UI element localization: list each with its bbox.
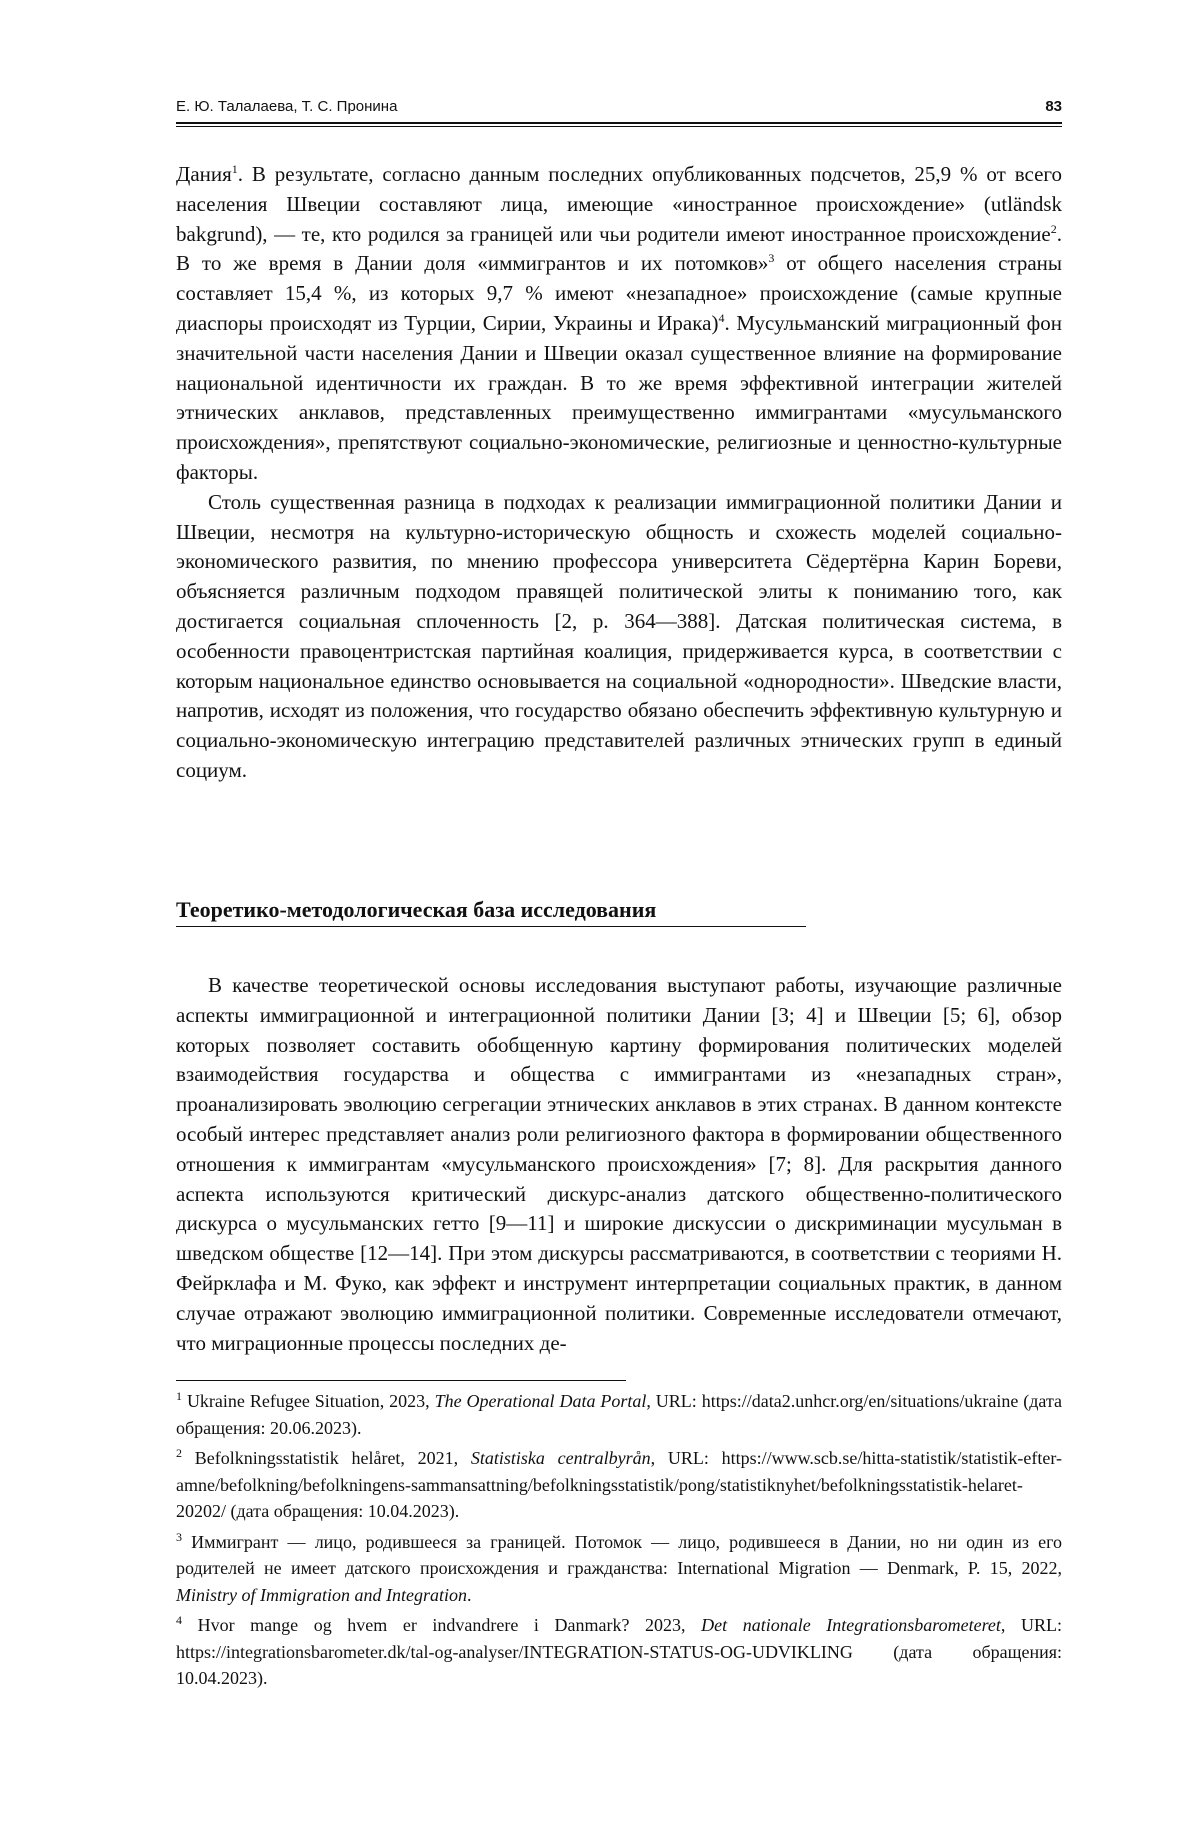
text-run: . В то же время в Дании доля «иммигрантов и их потомков» [176,221,1062,276]
footnote-1 [176,1388,1062,1441]
text-run: Дания [176,162,232,186]
section-text [176,950,1062,1379]
footnote-url[interactable]: , URL: https://www.scb.se/hitta-statistik/statistik-efter-amne/befolkning/befolkningens-sammansattning/befolkningsstatistik/pong/statistiknyhet/befolkningsstatistik-helaret-20202/ (дата обращения: 10.04.2023). [176,1448,1063,1521]
footnote-ref-3[interactable]: 3 [768,251,775,266]
header-rule-thin [176,126,1062,127]
footnote-number: 1 [176,1389,182,1403]
page-header [176,98,1062,120]
footnote-number: 3 [176,1529,182,1544]
paragraph-2: Столь существенная разница в подходах к реализации иммиграционной политики Дании и Швеции, несмотря на культурно-историческую общность и схожесть моделей социально-экономического развития, по мнению профессора университета Сёдертёрна Карин Бореви, объясняется различным подходом правящей политической элиты к пониманию того, как достигается социальная сплоченность [2, p. 364—388]. Датская политическая система, в особенности правоцентристская партийная коалиция, придерживается курса, в соответствии с которым национальное единство основывается на социальной «однородности». Шведские власти, напротив, исходят из положения, что государство обязано обеспечить эффективную культурную и социально-экономическую интеграцию представителей различных этнических групп в единый социум. [176,489,1062,782]
footnote-ref-4[interactable]: 4 [718,310,725,325]
section-heading: Теоретико-методологическая база исследования [176,897,657,922]
page-number: 83 [1045,98,1062,115]
footnote-text-end: . [467,1584,472,1605]
footnote-separator [176,1380,626,1381]
footnote-text: Ukraine Refugee Situation, 2023, [186,1391,435,1411]
paragraph-1 [176,160,1062,488]
footnote-url[interactable]: , URL: https://integrationsbarometer.dk/tal-og-analyser/INTEGRATION-STATUS-OG-UDVIKLING (дата обращения: 10.04.2023). [176,1615,1062,1688]
footnote-text: Иммигрант — лицо, родившееся за границей. Потомок — лицо, родившееся в Дании, но ни один из его родителей не имеет датского происхождения и гражданства: International Migration — Denmark, P. 15, 2022, [176,1531,1063,1578]
footnote-text: Befolkningsstatistik helåret, 2021, [194,1448,471,1468]
footnote-source: The Operational Data Portal [434,1391,647,1411]
paragraph-3: В качестве теоретической основы исследования выступают работы, изучающие различные аспекты иммиграционной и интеграционной политики Дании [3; 4] и Швеции [5; 6], обзор которых позволяет составить обобщенную картину формирования политических моделей взаимодействия государства и общества с иммигрантами из «незападных стран», проанализировать эволюцию сегрегации этнических анклавов в этих странах. В данном контексте особый интерес представляет анализ роли религиозного фактора в формировании общественного отношения к иммигрантам «мусульманского происхождения» [7; 8]. Для раскрытия данного аспекта используются критический дискурс-анализ датского общественно-политического дискурса о мусульманских гетто [9—11] и широкие дискуссии о дискриминации мусульман в шведском обществе [12—14]. При этом дискурсы рассматриваются, в соответствии с теориями Н. Фейрклафа и М. Фуко, как эффект и инструмент интерпретации социальных практик, в данном случае отражают эволюцию иммиграционной политики. Современные исследователи отмечают, что миграционные процессы последних де- [176,973,1062,1355]
footnote-source: Statistiska centralbyrån [470,1448,651,1468]
header-rule [176,122,1062,124]
footnote-text: Hvor mange og hvem er indvandrere i Danmark? 2023, [197,1615,702,1635]
running-head-authors: Е. Ю. Талалаева, Т. С. Пронина [176,98,398,115]
heading-underline [176,926,806,927]
footnote-source: Ministry of Immigration and Integration [176,1584,467,1605]
footnote-number: 2 [176,1446,182,1460]
text-run: от общего населения страны составляет 15,4 %, из которых 9,7 % имеют «незападное» происхождение (самые крупные диаспоры происходят из Турции, Сирии, Украины и Ирака) [176,251,1062,335]
footnote-3 [176,1529,1062,1609]
text-run: . Мусульманский миграционный фон значительной части населения Дании и Швеции оказал существенное влияние на формирование национальной идентичности их граждан. В то же время эффективной интеграции жителей этнических анклавов, представленных преимущественно иммигрантами «мусульманского происхождения», препятствуют социально-экономические, религиозные и ценностно-культурные факторы. [176,310,1063,484]
footnote-4 [176,1612,1062,1692]
footnote-number: 4 [176,1613,182,1627]
footnote-url[interactable]: , URL: https://data2.unhcr.org/en/situations/ukraine (дата обращения: 20.06.2023). [176,1391,1063,1438]
main-text [176,160,1062,786]
footnote-2 [176,1445,1062,1525]
footnotes [176,1388,1062,1696]
footnote-source: Det nationale Integrationsbarometeret [701,1615,1001,1635]
footnote-ref-1[interactable]: 1 [231,162,238,176]
footnote-ref-2[interactable]: 2 [1050,221,1057,236]
text-run: . В результате, согласно данным последних опубликованных подсчетов, 25,9 % от всего населения Швеции составляют лица, имеющие «иностранное происхождение» (utländsk bakgrund), — те, кто родился за границей или чьи родители имеют иностранное происхождение [176,162,1062,246]
